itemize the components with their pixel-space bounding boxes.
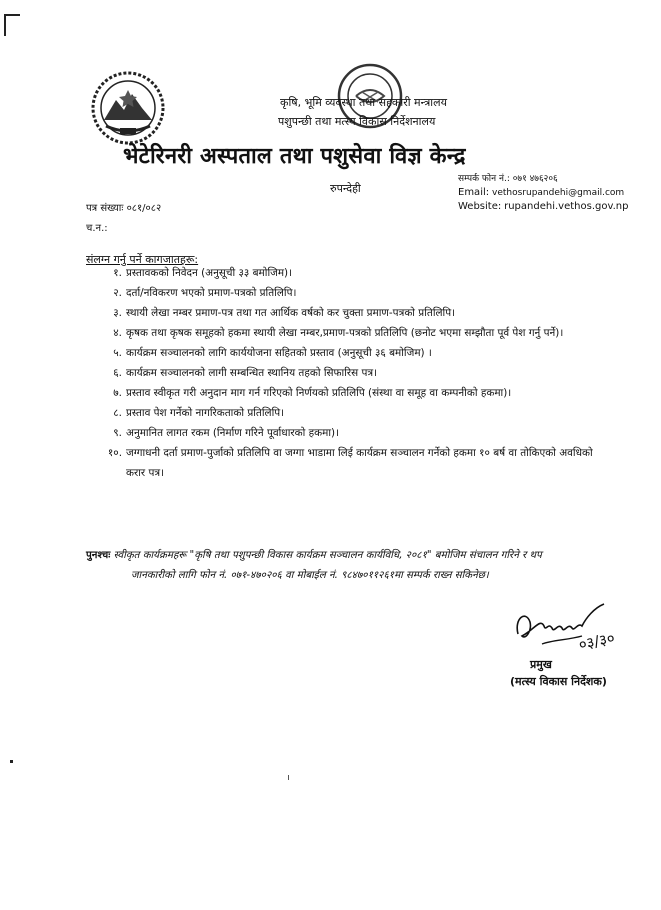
note-line-1 [86, 546, 606, 566]
documents-heading: संलग्न गर्नु पर्ने कागजातहरू: [86, 253, 199, 266]
item-text: कार्यक्रम सञ्चालनको लागी सम्बन्धित स्थानिय तहको सिफारिस पत्र। [126, 367, 378, 379]
item-text: कार्यक्रम सञ्चालनको लागि कार्ययोजना सहितको प्रस्ताव (अनुसूची ३६ बमोजिम) । [126, 347, 432, 359]
item-number: ५. [113, 347, 122, 359]
item-number: ७. [113, 387, 122, 399]
item-number: १०. [107, 447, 122, 459]
item-number: ३. [113, 307, 122, 319]
government-emblem-icon [90, 70, 166, 146]
handwritten-signature-icon [512, 600, 632, 656]
list-item [86, 303, 606, 323]
item-text: प्रस्तावकको निवेदन (अनुसूची ३३ बमोजिम)। [126, 267, 293, 279]
scan-speck [10, 760, 13, 763]
letter-number: पत्र संख्याः ०८१/०८२ [86, 203, 162, 214]
list-item [86, 363, 606, 383]
item-text: दर्ता/नविकरण भएको प्रमाण-पत्रको प्रतिलिपि। [126, 287, 297, 299]
website-value: rupandehi.vethos.gov.np [504, 201, 629, 212]
list-item [86, 423, 606, 443]
contact-block [458, 172, 628, 214]
list-item [86, 343, 606, 363]
office-title: भेटेरिनरी अस्पताल तथा पशुसेवा विज्ञ केन्द्र [123, 144, 466, 169]
item-number: ८. [113, 407, 122, 419]
scan-corner-mark [4, 14, 20, 36]
signature-date: ०३/३० [577, 628, 617, 654]
ministry-name: कृषि, भूमि व्यवस्था तथा सहकारी मन्त्रालय [280, 96, 447, 109]
email-label: Email: [458, 187, 490, 198]
item-text: प्रस्ताव पेश गर्नेको नागरिकताको प्रतिलिपि। [126, 407, 285, 419]
note-text-1: स्वीकृत कार्यक्रमहरू "कृषि तथा पशुपन्छी विकास कार्यक्रम सञ्चालन कार्यविधि, २०८१" बमोजिम संचालन गरिने र थप [113, 550, 542, 561]
item-text: स्थायी लेखा नम्बर प्रमाण-पत्र तथा गत आर्थिक वर्षको कर चुक्ता प्रमाण-पत्रको प्रतिलिपि। [126, 307, 456, 319]
note-text-2: जानकारीको लागि फोन नं. ०७१-४७०२०६ वा मोबाईल नं. ९८४७०११२६१मा सम्पर्क राख्न सकिनेछ। [131, 570, 489, 581]
signatory-designation: प्रमुख [530, 658, 552, 671]
contact-email-row [458, 186, 628, 200]
email-value: vethosrupandehi@gmail.com [492, 188, 625, 198]
documents-list [86, 263, 606, 483]
list-item [86, 383, 606, 403]
scan-mark [288, 775, 289, 780]
item-text: कृषक तथा कृषक समूहको हकमा स्थायी लेखा नम्बर,प्रमाण-पत्रको प्रतिलिपि (छनोट भएमा सम्झौता पूर्व पेश गर्नु पर्ने)। [126, 327, 564, 339]
postscript-note [86, 546, 606, 586]
item-text: जग्गाधनी दर्ता प्रमाण-पुर्जाको प्रतिलिपि वा जग्गा भाडामा लिई कार्यक्रम सञ्चालन गर्नेको हकमा १० बर्ष वा तोकिएको अवधिको करार पत्र। [126, 447, 593, 479]
item-text: प्रस्ताव स्वीकृत गरी अनुदान माग गर्न गरिएको निर्णयको प्रतिलिपि (संस्था वा समूह वा कम्पनीको हकमा)। [126, 387, 512, 399]
item-number: १. [113, 267, 122, 279]
signatory-subtitle: (मत्स्य विकास निर्देशक) [510, 675, 607, 688]
item-number: ४. [113, 327, 122, 339]
dispatch-number: च.न.: [86, 223, 108, 234]
list-item [86, 283, 606, 303]
list-item [86, 263, 606, 283]
list-item [86, 443, 606, 483]
contact-website-row [458, 200, 628, 214]
website-label: Website: [458, 201, 502, 212]
item-text: अनुमानित लागत रकम (निर्माण गरिने पूर्वाधारको हकमा)। [126, 427, 340, 439]
contact-phone: सम्पर्क फोन नं.: ०७१ ४७६२०६ [458, 174, 558, 184]
list-item [86, 403, 606, 423]
item-number: २. [113, 287, 122, 299]
list-item [86, 323, 606, 343]
department-name: पशुपन्छी तथा मत्स्य विकास निर्देशनालय [278, 115, 436, 128]
item-number: ९. [113, 427, 122, 439]
note-lead: पुनश्चः [86, 550, 111, 561]
item-number: ६. [113, 367, 122, 379]
district-name: रुपन्देही [330, 182, 361, 195]
